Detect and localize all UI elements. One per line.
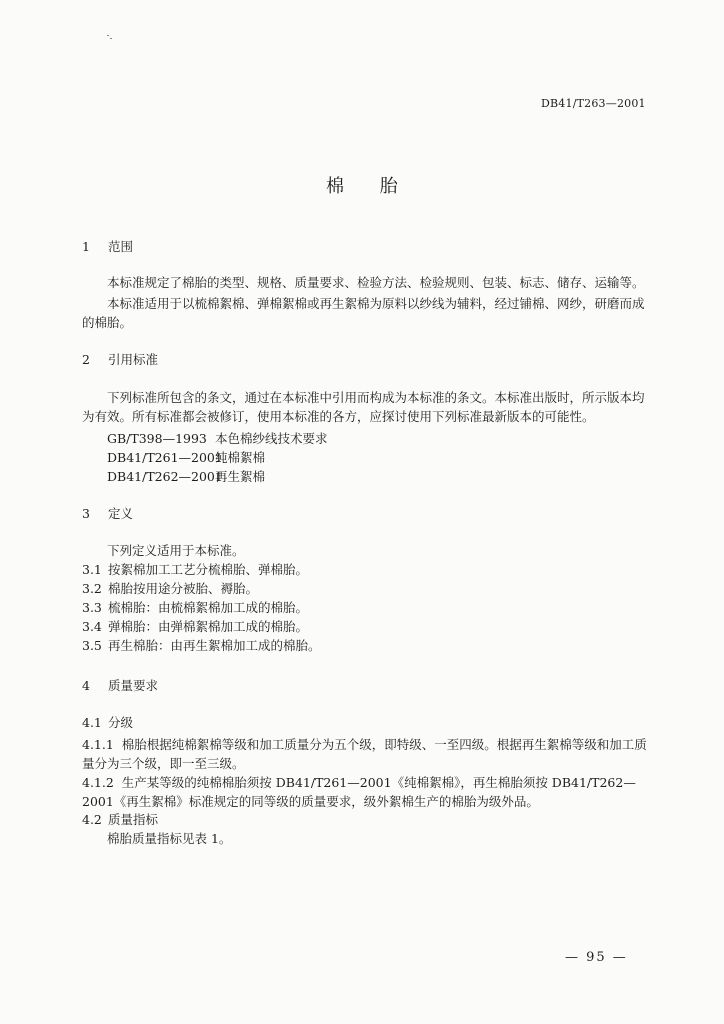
definition-item [82, 580, 258, 597]
clause-4-1-2 [82, 773, 652, 811]
clause-number: 3.5 [82, 638, 102, 653]
section-3-intro: 下列定义适用于本标准。 [107, 543, 245, 558]
reference-item [107, 429, 328, 447]
reference-name: 本色棉纱线技术要求 [215, 431, 328, 446]
definition-item [82, 561, 308, 578]
clause-number: 3.4 [82, 619, 102, 634]
section-4-heading [82, 676, 158, 694]
clause-title: 质量指标 [108, 812, 159, 827]
page-number: — 95 — [565, 950, 628, 965]
page-title: 棉 胎 [326, 176, 400, 197]
clause-title: 分级 [108, 715, 134, 730]
section-2-heading [82, 350, 158, 368]
section-number: 3 [82, 506, 90, 521]
section-3-heading [82, 504, 133, 522]
clause-text: 棉胎按用途分被胎、褥胎。 [108, 581, 259, 596]
reference-name: 再生絮棉 [215, 469, 266, 484]
clause-number: 3.3 [82, 600, 102, 615]
reference-code: DB41/T262—2001 [107, 469, 223, 484]
document-code: DB41/T263—2001 [541, 97, 646, 110]
definition-item [82, 618, 308, 635]
scan-speck [107, 35, 109, 36]
section-number: 1 [82, 239, 90, 254]
section-2-paragraph-1: 下列标准所包含的条文，通过在本标准中引用而构成为本标准的条文。本标准出版时，所示版本均为有效。所有标准都会被修订，使用本标准的各方，应探讨使用下列标准最新版本的可能性。 [82, 390, 645, 424]
clause-text: 再生棉胎：由再生絮棉加工成的棉胎。 [108, 638, 321, 653]
section-1-paragraph-1: 本标准规定了棉胎的类型、规格、质量要求、检验方法、检验规则、包装、标志、储存、运输等。 [107, 275, 645, 290]
definition-item [82, 599, 308, 616]
section-1-paragraph-2: 本标准适用于以梳棉絮棉、弹棉絮棉或再生絮棉为原料以纱线为辅料，经过铺棉、网纱，研磨而成的棉胎。 [82, 296, 645, 330]
clause-text: 生产某等级的纯棉棉胎须按 DB41/T261—2001《纯棉絮棉》，再生棉胎须按 DB41/T262—2001《再生絮棉》标准规定的同等级的质量要求，级外絮棉生产的棉胎为级外品。 [82, 775, 636, 809]
reference-code: GB/T398—1993 [107, 431, 207, 446]
section-title: 质量要求 [108, 678, 159, 693]
section-title: 定义 [108, 506, 134, 521]
clause-4-1-1 [82, 735, 652, 773]
subsection-4-2-heading [82, 811, 158, 828]
section-number: 2 [82, 352, 90, 367]
reference-name: 纯棉絮棉 [215, 450, 266, 465]
section-1-heading [82, 237, 133, 255]
clause-number: 4.1.2 [82, 775, 114, 790]
scan-speck [110, 38, 112, 39]
clause-number: 4.1 [82, 715, 102, 730]
definition-item [82, 637, 321, 654]
section-title: 引用标准 [108, 352, 159, 367]
clause-text: 梳棉胎：由梳棉絮棉加工成的棉胎。 [108, 600, 309, 615]
table-reference-text: 棉胎质量指标见表 1。 [107, 831, 232, 846]
clause-text: 棉胎根据纯棉絮棉等级和加工质量分为五个级，即特级、一至四级。根据再生絮棉等级和加工质量分为三个级，即一至三级。 [82, 737, 647, 771]
reference-code: DB41/T261—2001 [107, 450, 223, 465]
clause-text: 弹棉胎：由弹棉絮棉加工成的棉胎。 [108, 619, 309, 634]
reference-item [107, 467, 265, 485]
clause-number: 4.2 [82, 812, 102, 827]
section-title: 范围 [108, 239, 134, 254]
clause-number: 4.1.1 [82, 737, 114, 752]
clause-number: 3.2 [82, 581, 102, 596]
clause-text: 按絮棉加工工艺分梳棉胎、弹棉胎。 [108, 562, 309, 577]
subsection-4-1-heading [82, 714, 133, 731]
reference-item [107, 448, 265, 466]
section-number: 4 [82, 678, 90, 693]
clause-number: 3.1 [82, 562, 102, 577]
